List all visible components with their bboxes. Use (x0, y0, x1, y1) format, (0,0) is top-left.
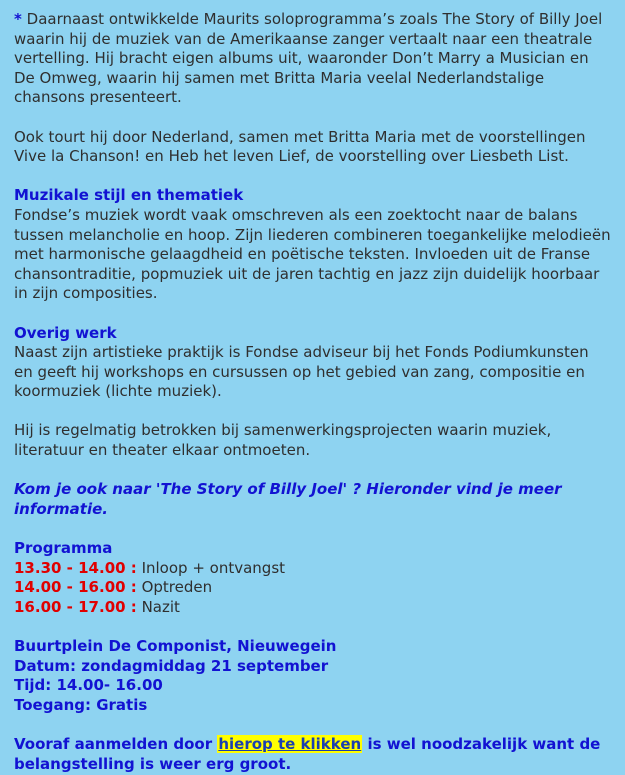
other-work-paragraph: Naast zijn artistieke praktijk is Fondse adviseur bij het Fonds Podiumkunsten en geeft hij workshops en cursussen op het gebied van zang, compositie en koormuziek (lichte muziek). (14, 343, 589, 401)
programma-time: 14.00 - 16.00 : (14, 578, 137, 597)
tour-paragraph: Ook tourt hij door Nederland, samen met Britta Maria met de voorstellingen Vive la Chanson! en Heb het leven Lief, de voorstelling over Liesbeth List. (14, 127, 586, 166)
signup-paragraph (14, 735, 611, 774)
programma-item (14, 578, 611, 598)
asterisk-marker: * (14, 10, 22, 28)
programma-time: 16.00 - 17.00 : (14, 597, 137, 616)
invite-text: Kom je ook naar 'The Story of Billy Joel' ? Hieronder vind je meer informatie. (14, 480, 562, 518)
other-work-heading: Overig werk (14, 323, 117, 342)
event-entry: Toegang: Gratis (14, 695, 148, 714)
programma-time: 13.30 - 14.00 : (14, 558, 137, 577)
event-time: Tijd: 14.00- 16.00 (14, 676, 163, 695)
programma-heading: Programma (14, 539, 113, 558)
signup-after: is wel noodzakelijk want de belangstelling is weer erg groot. (14, 734, 601, 773)
style-heading: Muzikale stijl en thematiek (14, 186, 244, 205)
event-location: Buurtplein De Componist, Nieuwegein (14, 637, 337, 655)
programma-label: Inloop + ontvangst (141, 558, 286, 577)
style-paragraph: Fondse’s muziek wordt vaak omschreven als een zoektocht naar de balans tussen melancholie en hoop. Zijn liederen combineren toegankelijke melodieën met harmonische gelaagdheid en poëtische teksten. Invloeden uit de Franse chansontraditie, popmuziek uit de jaren tachtig en jazz zijn duidelijk hoorbaar in zijn composities. (14, 205, 611, 303)
programma-label: Optreden (141, 578, 213, 597)
event-date: Datum: zondagmiddag 21 september (14, 656, 329, 675)
collaboration-paragraph: Hij is regelmatig betrokken bij samenwerkingsprojecten waarin muziek, literatuur en theater elkaar ontmoeten. (14, 421, 552, 460)
programma-label: Nazit (141, 597, 180, 616)
intro-paragraph (14, 10, 611, 108)
signup-link[interactable]: hierop te klikken (218, 734, 362, 753)
programma-item (14, 598, 611, 618)
programma-item (14, 559, 611, 579)
intro-text: Daarnaast ontwikkelde Maurits soloprogramma’s zoals The Story of Billy Joel waarin hij de muziek van de Amerikaanse zanger vertaalt naar een theatrale vertelling. Hij bracht eigen albums uit, waaronder Don’t Marry a Musician en De Omweg, waarin hij samen met Britta Maria veelal Nederlandstalige chansons presenteert. (14, 10, 603, 107)
signup-before: Vooraf aanmelden door (14, 734, 213, 753)
